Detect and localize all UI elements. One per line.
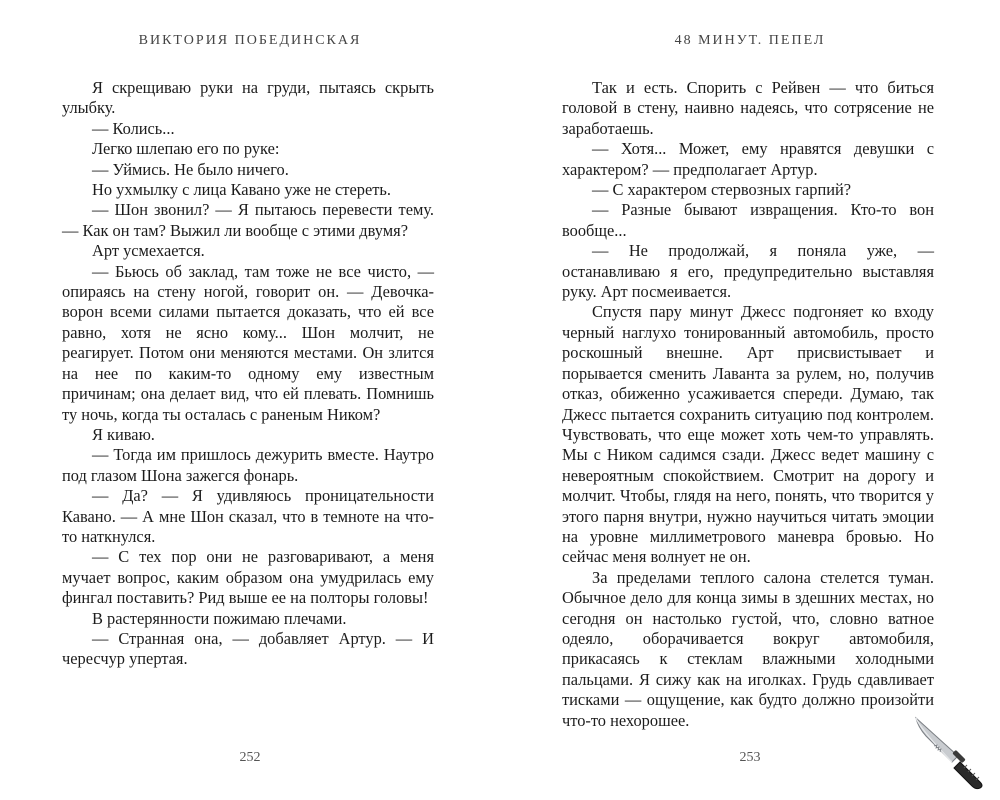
knife-icon (912, 712, 992, 792)
paragraph: — С тех пор они не разговаривают, а меня мучает вопрос, каким образом она умудрилась ему фингал поставить? Рид выше ее на полторы головы! (62, 547, 434, 608)
paragraph: Так и есть. Спорить с Рейвен — что биться головой в стену, наивно надеясь, что сотрясение не заработаешь. (562, 78, 934, 138)
paragraph: Я скрещиваю руки на груди, пытаясь скрыть улыбку. (62, 78, 434, 118)
paragraph: — Бьюсь об заклад, там тоже не все чисто, — опираясь на стену ногой, говорит он. — Девочка-ворон всеми силами пытается доказать, что ей все равно, хотя не ясно кому... Шон молчит, не реагирует. Потом они меняются местами. Он злится на нее по каким-то одному ему известным причинам; она делает вид, что ей плевать. Помнишь ту ночь, когда ты осталась с раненым Ником? (62, 261, 434, 424)
paragraph: — Тогда им пришлось дежурить вместе. Наутро под глазом Шона зажегся фонарь. (62, 445, 434, 485)
left-page-body (62, 78, 434, 670)
paragraph: — Уймись. Не было ничего. (92, 159, 289, 179)
running-head-title: 48 МИНУТ. ПЕПЕЛ (674, 33, 826, 48)
right-page (500, 0, 1000, 800)
paragraph: Арт усмехается. (92, 241, 205, 261)
page-number-left: 252 (239, 750, 261, 765)
paragraph: За пределами теплого салона стелется туман. Обычное дело для конца зимы в здешних местах, но сегодня он настолько густой, что, словно ватное одеяло, оборачивается вокруг автомобиля, прикасаясь к стеклам влажными холодными пальцами. Я сижу как на иголках. Грудь сдавливает тисками — ощущение, как будто должно произойти что-то нехорошее. (562, 567, 934, 730)
paragraph: Я киваю. (92, 424, 155, 444)
paragraph: — С характером стервозных гарпий? (592, 180, 852, 200)
page-number-right: 253 (739, 750, 761, 765)
paragraph: — Разные бывают извращения. Кто-то вон вообще... (562, 200, 934, 240)
paragraph: — Странная она, — добавляет Артур. — И чересчур упертая. (62, 628, 434, 669)
paragraph: Спустя пару минут Джесс подгоняет ко входу черный наглухо тонированный автомобиль, просто роскошный внешне. Арт присвистывает и порывается сменить Лаванта за рулем, но, получив отказ, обиженно усаживается спереди. Думаю, так Джесс пытается сохранить ситуацию под контролем. Чувствовать, что еще может хоть чем-то управлять. Мы с Ником садимся сзади. Джесс ведет машину с невероятным спокойствием. Смотрит на дорогу и молчит. Чтобы, глядя на него, понять, что творится у этого парня внутри, нужно научиться читать эмоции на уровне миллиметрового маневра бровью. Но сейчас меня волнует не он. (562, 302, 934, 567)
paragraph: — Да? — Я удивляюсь проницательности Кавано. — А мне Шон сказал, что в темноте на что-то наткнулся. (62, 486, 434, 546)
paragraph: — Шон звонил? — Я пытаюсь перевести тему. — Как он там? Выжил ли вообще с этими двумя? (62, 200, 434, 240)
paragraph: — Не продолжай, я поняла уже, — останавливаю я его, предупредительно выставляя руку. Арт посмеивается. (562, 241, 934, 302)
paragraph: Но ухмылку с лица Кавано уже не стереть. (92, 180, 391, 200)
paragraph: Легко шлепаю его по руке: (92, 139, 280, 159)
running-head-author: ВИКТОРИЯ ПОБЕДИНСКАЯ (138, 33, 362, 48)
right-page-body (562, 78, 934, 731)
paragraph: — Хотя... Может, ему нравятся девушки с характером? — предполагает Артур. (562, 139, 934, 179)
paragraph: В растерянности пожимаю плечами. (92, 608, 347, 628)
paragraph: — Колись... (92, 118, 175, 138)
